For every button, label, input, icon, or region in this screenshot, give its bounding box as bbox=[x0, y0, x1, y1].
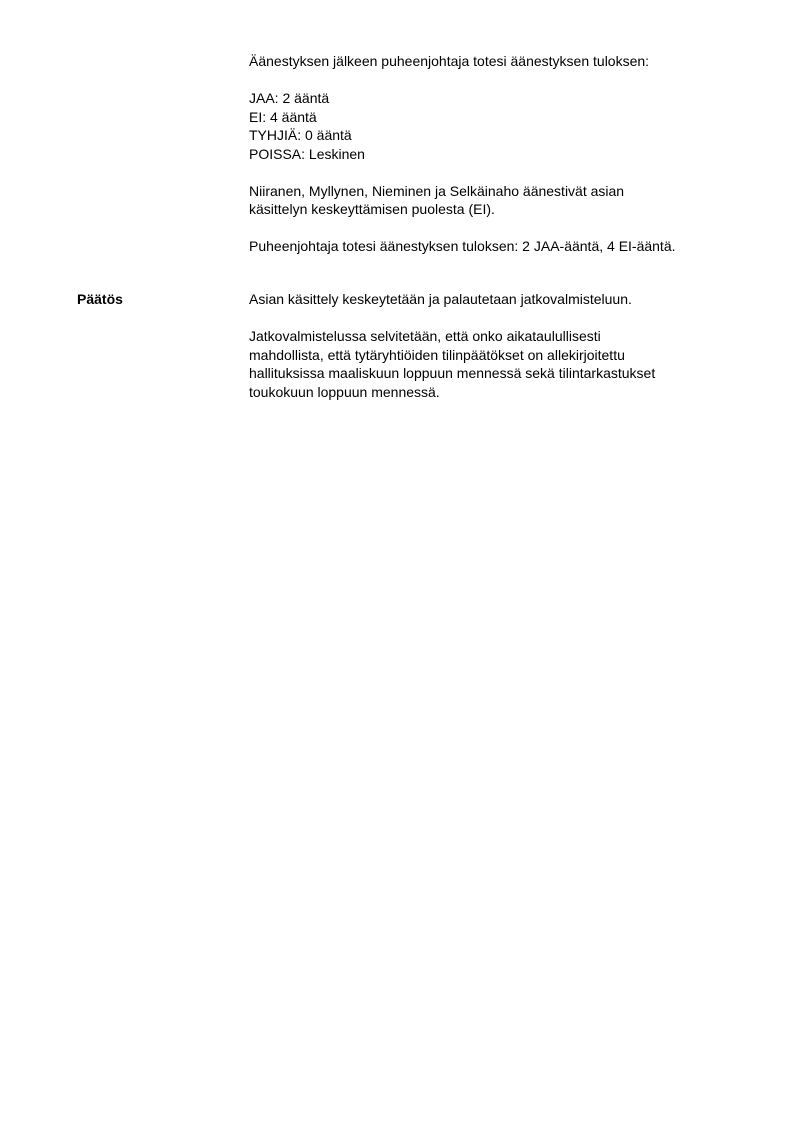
decision-paragraph-line: hallituksissa maaliskuun loppuun mennessä sekä tilintarkastukset bbox=[249, 365, 656, 381]
vote-yes: JAA: 2 ääntä bbox=[249, 90, 330, 106]
decision-paragraph-line: toukokuun loppuun mennessä. bbox=[249, 383, 440, 400]
voting-section bbox=[249, 52, 769, 256]
vote-no: EI: 4 ääntä bbox=[249, 108, 317, 125]
decision-section bbox=[249, 290, 769, 401]
vote-blank: TYHJIÄ: 0 ääntä bbox=[249, 127, 352, 143]
voting-intro: Äänestyksen jälkeen puheenjohtaja totesi äänestyksen tuloksen: bbox=[249, 53, 650, 69]
voters-paragraph-line: Niiranen, Myllynen, Nieminen ja Selkäinaho äänestivät asian bbox=[249, 182, 625, 199]
decision-label: Päätös bbox=[77, 291, 123, 307]
voters-paragraph-line: käsittelyn keskeyttämisen puolesta (EI). bbox=[249, 201, 495, 217]
decision-statement: Asian käsittely keskeytetään ja palautetaan jatkovalmisteluun. bbox=[249, 291, 632, 307]
decision-paragraph-line: mahdollista, että tytäryhtiöiden tilinpäätökset on allekirjoitettu bbox=[249, 346, 625, 363]
decision-paragraph-line: Jatkovalmistelussa selvitetään, että onko aikataulullisesti bbox=[249, 328, 601, 344]
voting-result: Puheenjohtaja totesi äänestyksen tuloksen: 2 JAA-ääntä, 4 EI-ääntä. bbox=[249, 238, 676, 254]
vote-absent: POISSA: Leskinen bbox=[249, 145, 365, 162]
